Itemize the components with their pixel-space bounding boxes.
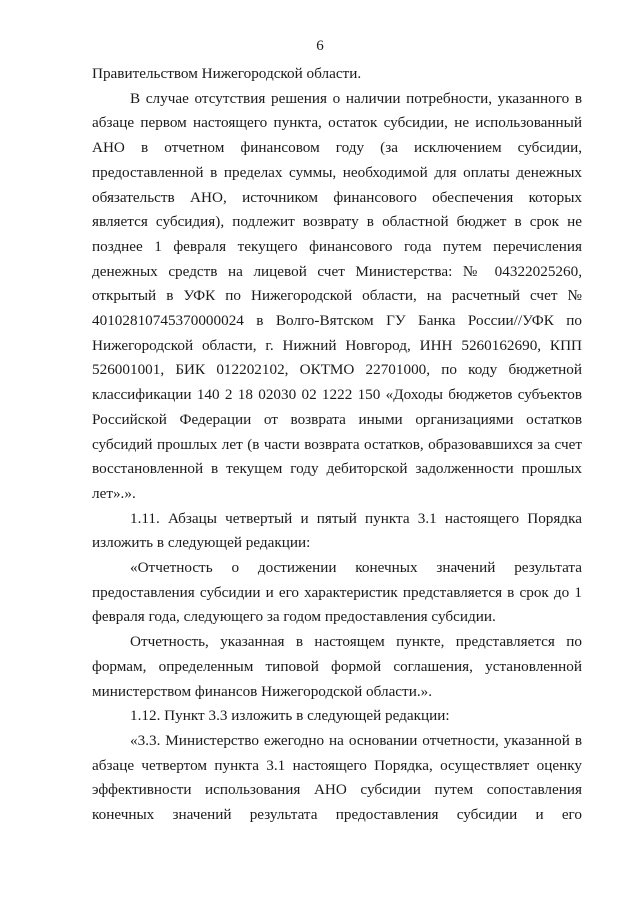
paragraph-reporting-deadline: «Отчетность о достижении конечных значений результата предоставления субсидии и его характеристик представляется в срок до 1 февраля года, следующего за годом предоставления субсидии.	[92, 559, 582, 626]
document-body	[92, 62, 582, 828]
paragraph-item-1-12: 1.12. Пункт 3.3 изложить в следующей редакции:	[130, 707, 450, 725]
paragraph-reporting-forms: Отчетность, указанная в настоящем пункте, представляется по формам, определенным типовой формой соглашения, установленной министерством финансов Нижегородской области.».	[92, 633, 582, 700]
paragraph-balance-return: В случае отсутствия решения о наличии потребности, указанного в абзаце первом настоящего пункта, остаток субсидии, не использованный АНО в отчетном финансовом году (за исключением субсидии, предоставленной в пределах суммы, необходимой для оплаты денежных обязательств АНО, источником финансового обеспечения которых является субсидия), подлежит возврату в областной бюджет в срок не позднее 1 февраля текущего финансового года путем перечисления денежных средств на лицевой счет Министерства: № 04322025260, открытый в УФК по Нижегородской области, на расчетный счет № 40102810745370000024 в Волго-Вятском ГУ Банка России//УФК по Нижегородской области, г. Нижний Новгород, ИНН 5260162690, КПП 526001001, БИК 012202102, ОКТМО 22701000, по коду бюджетной классификации 140 2 18 02030 02 1222 150 «Доходы бюджетов субъектов Российской Федерации от возврата иными организациями остатков субсидий прошлых лет (в части возврата остатков, образовавшихся за счет восстановленной в текущем году дебиторской задолженности прошлых лет».».	[92, 89, 582, 502]
paragraph-continuation: Правительством Нижегородской области.	[92, 65, 362, 82]
paragraph-item-3-3: «3.3. Министерство ежегодно на основании отчетности, указанной в абзаце четвертом пункта 3.1 настоящего Порядка, осуществляет оценку эффективности использования АНО субсидии путем сопоставления конечных значений результата предоставления субсидии и его	[92, 731, 582, 824]
paragraph-item-1-11: 1.11. Абзацы четвертый и пятый пункта 3.1 настоящего Порядка изложить в следующей редакции:	[92, 509, 582, 552]
page-number: 6	[316, 38, 324, 54]
